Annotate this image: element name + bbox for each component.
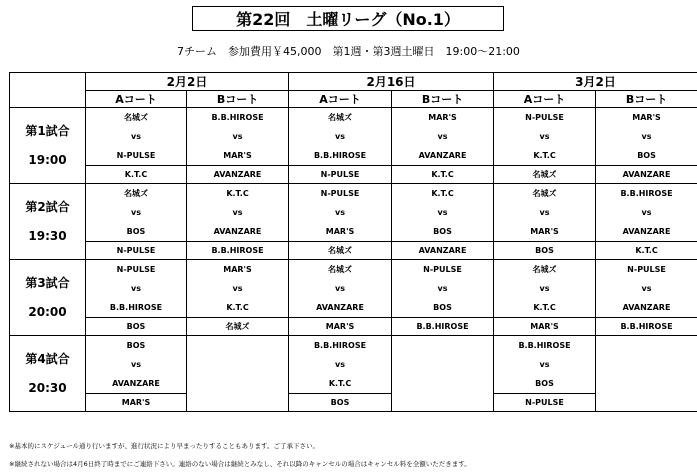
- vs-label: vs: [596, 127, 697, 146]
- game-label-cell: [10, 260, 86, 336]
- game-time: 20:30: [28, 380, 67, 395]
- team-home: 名城ズ: [289, 260, 392, 280]
- league-info: 7チーム 参加費用￥45,000 第1週・第3週土曜日 19:00～21:00: [177, 45, 520, 58]
- match-row: [10, 374, 697, 394]
- match-row: [10, 394, 697, 412]
- game-label: 第1試合: [25, 123, 70, 138]
- match-row: [10, 146, 697, 166]
- referee-team: MAR'S: [494, 318, 596, 336]
- team-home: N-PULSE: [289, 184, 392, 204]
- game-label-cell: [10, 108, 86, 184]
- referee-team: 名城ズ: [289, 242, 392, 260]
- vs-label: vs: [289, 203, 392, 222]
- note-continuation: ※継続されない場合は4月6日終了時までにご連絡下さい。連絡のない場合は継続とみなし、それ以降のキャンセルの場合はキャンセル料を全額いただきます。: [9, 460, 471, 468]
- vs-label: vs: [86, 355, 187, 374]
- game-label: 第3試合: [25, 275, 70, 290]
- spacer: [10, 291, 85, 305]
- team-home: N-PULSE: [86, 260, 187, 280]
- game-label-cell: [10, 336, 86, 412]
- referee-team: K.T.C: [392, 166, 494, 184]
- spacer: [10, 139, 85, 153]
- team-away: MAR'S: [289, 222, 392, 242]
- referee-team: B.B.HIROSE: [187, 242, 289, 260]
- vs-label: vs: [392, 203, 494, 222]
- match-row: [10, 298, 697, 318]
- referee-team: 名城ズ: [187, 318, 289, 336]
- team-away: K.T.C: [187, 298, 289, 318]
- team-home: B.B.HIROSE: [596, 184, 697, 204]
- date-header: 3月2日: [494, 73, 697, 91]
- schedule-table: [9, 72, 697, 412]
- referee-team: N-PULSE: [86, 242, 187, 260]
- team-away: AVANZARE: [596, 222, 697, 242]
- team-home: MAR'S: [392, 108, 494, 128]
- referee-team: AVANZARE: [596, 166, 697, 184]
- team-away: AVANZARE: [596, 298, 697, 318]
- vs-label: vs: [494, 203, 596, 222]
- referee-team: 名城ズ: [494, 166, 596, 184]
- court-header: Bコート: [187, 91, 289, 108]
- vs-label: vs: [86, 127, 187, 146]
- match-row: [10, 279, 697, 298]
- team-away: AVANZARE: [392, 146, 494, 166]
- vs-label: vs: [392, 127, 494, 146]
- referee-team: AVANZARE: [187, 166, 289, 184]
- referee-team: BOS: [86, 318, 187, 336]
- team-away: B.B.HIROSE: [289, 146, 392, 166]
- court-header: Bコート: [596, 91, 697, 108]
- empty-court-cell: [187, 336, 289, 412]
- match-row: [10, 203, 697, 222]
- team-home: N-PULSE: [494, 108, 596, 128]
- court-header: Aコート: [494, 91, 596, 108]
- referee-team: BOS: [494, 242, 596, 260]
- vs-label: vs: [86, 203, 187, 222]
- referee-team: B.B.HIROSE: [392, 318, 494, 336]
- team-away: K.T.C: [289, 374, 392, 394]
- vs-label: vs: [596, 279, 697, 298]
- team-home: 名城ズ: [494, 184, 596, 204]
- referee-team: B.B.HIROSE: [596, 318, 697, 336]
- vs-label: vs: [392, 279, 494, 298]
- team-home: 名城ズ: [289, 108, 392, 128]
- team-away: K.T.C: [494, 298, 596, 318]
- team-away: MAR'S: [494, 222, 596, 242]
- team-home: N-PULSE: [596, 260, 697, 280]
- team-home: MAR'S: [187, 260, 289, 280]
- vs-label: vs: [187, 127, 289, 146]
- match-row: [10, 242, 697, 260]
- referee-team: N-PULSE: [494, 394, 596, 412]
- empty-court-cell: [392, 336, 494, 412]
- vs-label: vs: [289, 127, 392, 146]
- team-home: B.B.HIROSE: [494, 336, 596, 356]
- empty-court-cell: [596, 336, 697, 412]
- team-home: 名城ズ: [86, 108, 187, 128]
- team-home: B.B.HIROSE: [187, 108, 289, 128]
- vs-label: vs: [494, 279, 596, 298]
- team-home: 名城ズ: [494, 260, 596, 280]
- game-time: 19:00: [28, 152, 67, 167]
- game-label: 第4試合: [25, 351, 70, 366]
- corner-cell: [10, 73, 86, 108]
- team-away: K.T.C: [494, 146, 596, 166]
- match-row: [10, 318, 697, 336]
- vs-label: vs: [187, 203, 289, 222]
- referee-team: K.T.C: [596, 242, 697, 260]
- match-row: [10, 127, 697, 146]
- date-header-row: [10, 73, 697, 91]
- team-away: BOS: [392, 298, 494, 318]
- team-away: BOS: [494, 374, 596, 394]
- vs-label: vs: [289, 355, 392, 374]
- spacer: [10, 367, 85, 381]
- team-home: 名城ズ: [86, 184, 187, 204]
- title-text: 第22回 土曜リーグ（No.1）: [236, 10, 460, 29]
- match-row: [10, 166, 697, 184]
- match-row: [10, 184, 697, 204]
- team-away: BOS: [86, 222, 187, 242]
- note-schedule: ※基本的にスケジュール通り行いますが、進行状況により早まったりすることもあります。ご了承下さい。: [9, 442, 320, 450]
- page-title: [192, 6, 504, 31]
- game-label: 第2試合: [25, 199, 70, 214]
- team-away: AVANZARE: [289, 298, 392, 318]
- spacer: [10, 215, 85, 229]
- team-away: MAR'S: [187, 146, 289, 166]
- team-home: BOS: [86, 336, 187, 356]
- referee-team: N-PULSE: [289, 166, 392, 184]
- team-away: AVANZARE: [86, 374, 187, 394]
- referee-team: AVANZARE: [392, 242, 494, 260]
- match-row: [10, 336, 697, 356]
- team-home: K.T.C: [187, 184, 289, 204]
- team-away: BOS: [392, 222, 494, 242]
- team-home: MAR'S: [596, 108, 697, 128]
- date-header: 2月2日: [86, 73, 289, 91]
- team-home: B.B.HIROSE: [289, 336, 392, 356]
- referee-team: BOS: [289, 394, 392, 412]
- vs-label: vs: [289, 279, 392, 298]
- referee-team: K.T.C: [86, 166, 187, 184]
- referee-team: MAR'S: [86, 394, 187, 412]
- vs-label: vs: [494, 127, 596, 146]
- date-header: 2月16日: [289, 73, 494, 91]
- match-row: [10, 260, 697, 280]
- team-away: N-PULSE: [86, 146, 187, 166]
- team-away: AVANZARE: [187, 222, 289, 242]
- match-row: [10, 222, 697, 242]
- vs-label: vs: [494, 355, 596, 374]
- vs-label: vs: [596, 203, 697, 222]
- referee-team: MAR'S: [289, 318, 392, 336]
- court-header: Aコート: [86, 91, 187, 108]
- team-away: BOS: [596, 146, 697, 166]
- team-home: K.T.C: [392, 184, 494, 204]
- game-time: 20:00: [28, 304, 67, 319]
- match-row: [10, 108, 697, 128]
- game-time: 19:30: [28, 228, 67, 243]
- team-away: B.B.HIROSE: [86, 298, 187, 318]
- match-row: [10, 355, 697, 374]
- vs-label: vs: [86, 279, 187, 298]
- court-header: Aコート: [289, 91, 392, 108]
- game-label-cell: [10, 184, 86, 260]
- court-header-row: [10, 91, 697, 108]
- court-header: Bコート: [392, 91, 494, 108]
- vs-label: vs: [187, 279, 289, 298]
- team-home: N-PULSE: [392, 260, 494, 280]
